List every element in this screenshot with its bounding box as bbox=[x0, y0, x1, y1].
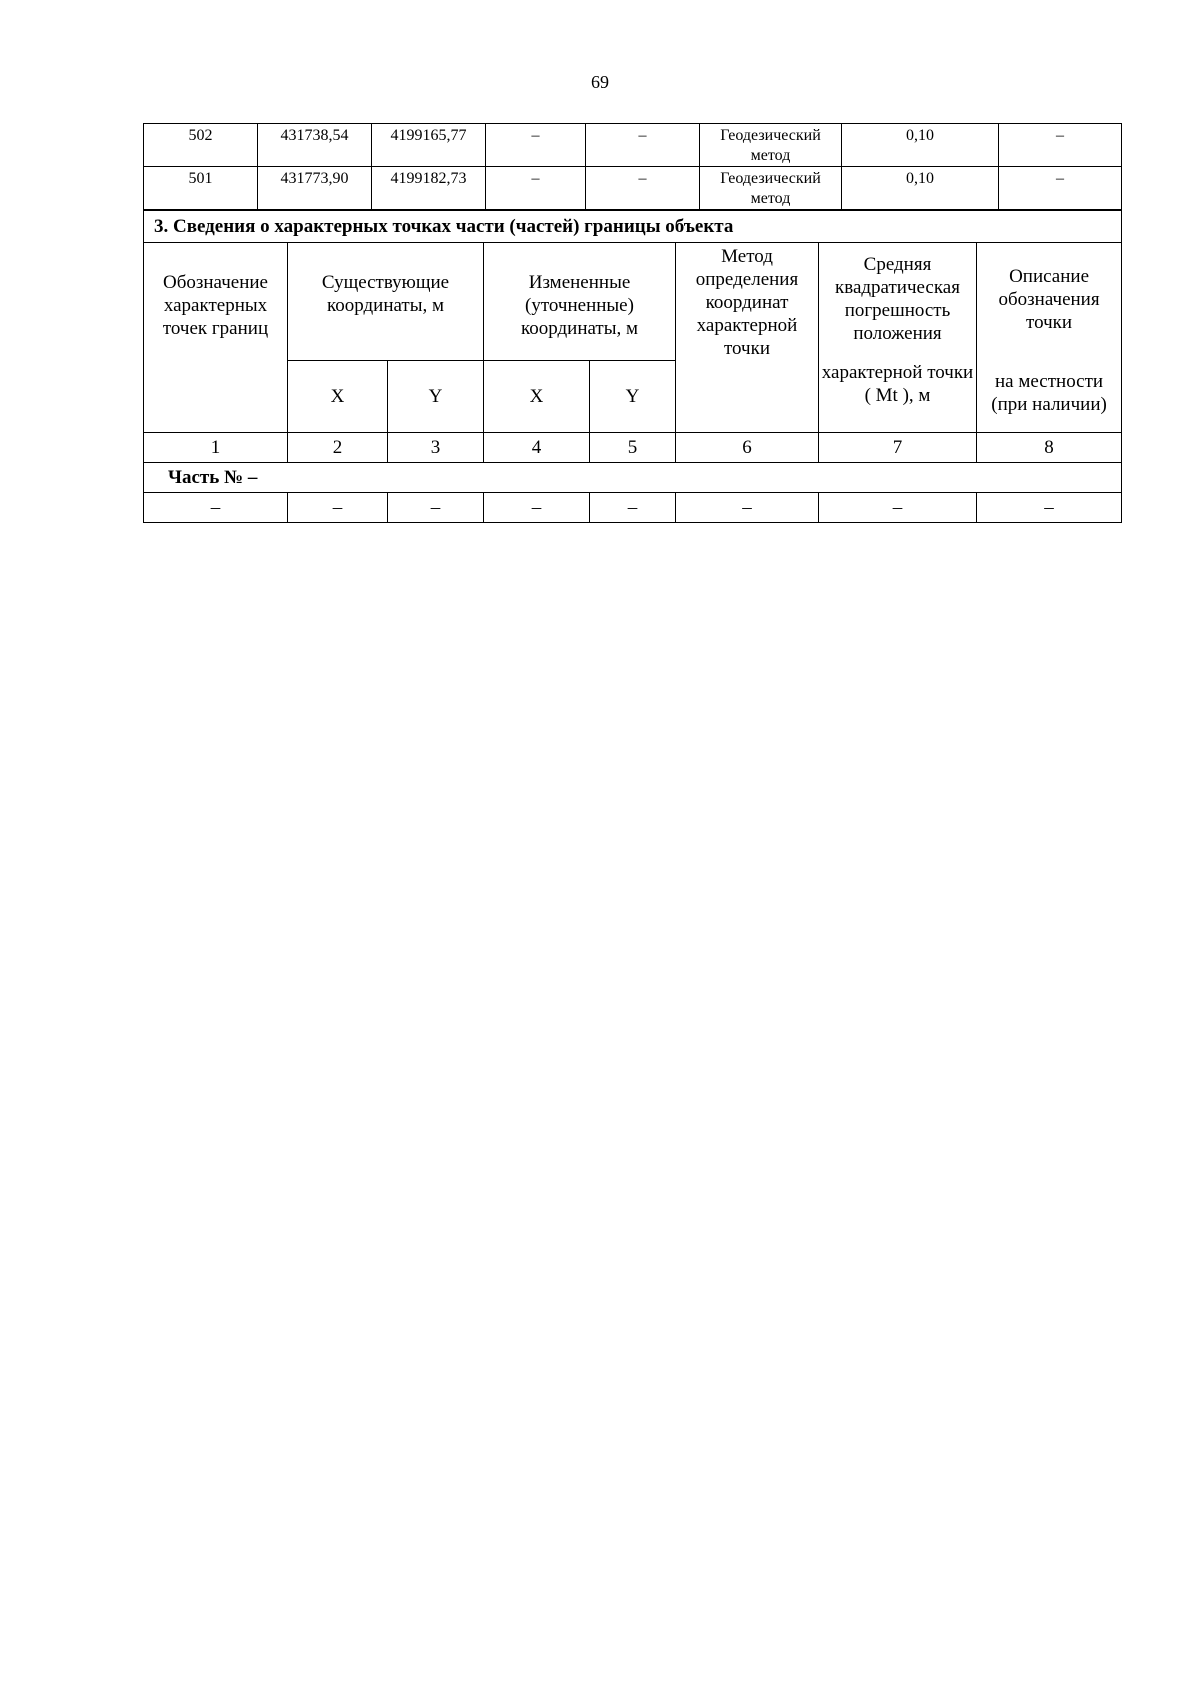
header-description-bottom: на местности (при наличии) bbox=[991, 371, 1107, 415]
header-description bbox=[977, 243, 1122, 433]
table-row bbox=[144, 493, 1122, 523]
x-cell: 431773,90 bbox=[258, 167, 372, 210]
dash-cell: – bbox=[676, 493, 819, 523]
dash-cell: – bbox=[388, 493, 484, 523]
accuracy-cell: 0,10 bbox=[842, 124, 999, 167]
part-boundary-points-table bbox=[143, 210, 1122, 523]
point-cell: 501 bbox=[144, 167, 258, 210]
y-cell: 4199182,73 bbox=[372, 167, 486, 210]
table-row bbox=[144, 167, 1122, 210]
column-number: 5 bbox=[590, 433, 676, 463]
header-changed-y: Y bbox=[590, 361, 676, 433]
column-number: 3 bbox=[388, 433, 484, 463]
method-cell: Геодезический метод bbox=[700, 167, 842, 210]
dash-cell: – bbox=[977, 493, 1122, 523]
header-description-top: Описание обозначения точки bbox=[998, 266, 1100, 333]
header-changed-coordinates: Измененные (уточненные) координаты, м bbox=[484, 243, 676, 361]
section-title: 3. Сведения о характерных точках части (частей) границы объекта bbox=[144, 211, 1122, 243]
header-method: Метод определения координат характерной точки bbox=[676, 243, 819, 433]
x-new-cell: – bbox=[486, 167, 586, 210]
header-existing-x: X bbox=[288, 361, 388, 433]
accuracy-cell: 0,10 bbox=[842, 167, 999, 210]
column-number: 2 bbox=[288, 433, 388, 463]
table-row bbox=[144, 124, 1122, 167]
description-cell: – bbox=[999, 167, 1122, 210]
y-new-cell: – bbox=[586, 167, 700, 210]
x-cell: 431738,54 bbox=[258, 124, 372, 167]
dash-cell: – bbox=[288, 493, 388, 523]
method-cell: Геодезический метод bbox=[700, 124, 842, 167]
dash-cell: – bbox=[484, 493, 590, 523]
part-label: Часть № – bbox=[144, 463, 1122, 493]
header-accuracy-bottom: характерной точки ( Mt ), м bbox=[821, 362, 974, 406]
header-accuracy-top: Средняя квадратическая погрешность положения bbox=[835, 254, 960, 344]
header-changed-x: X bbox=[484, 361, 590, 433]
y-new-cell: – bbox=[586, 124, 700, 167]
dash-cell: – bbox=[144, 493, 288, 523]
column-number: 1 bbox=[144, 433, 288, 463]
column-number: 8 bbox=[977, 433, 1122, 463]
header-existing-y: Y bbox=[388, 361, 484, 433]
header-existing-coordinates: Существующие координаты, м bbox=[288, 243, 484, 361]
x-new-cell: – bbox=[486, 124, 586, 167]
page-number: 69 bbox=[591, 72, 609, 92]
header-point-designation: Обозначение характерных точек границ bbox=[144, 243, 288, 433]
description-cell: – bbox=[999, 124, 1122, 167]
dash-cell: – bbox=[590, 493, 676, 523]
column-number: 4 bbox=[484, 433, 590, 463]
y-cell: 4199165,77 bbox=[372, 124, 486, 167]
coordinates-table-continued bbox=[143, 123, 1122, 210]
column-numbers-row bbox=[144, 433, 1122, 463]
point-cell: 502 bbox=[144, 124, 258, 167]
column-number: 7 bbox=[819, 433, 977, 463]
dash-cell: – bbox=[819, 493, 977, 523]
column-number: 6 bbox=[676, 433, 819, 463]
header-accuracy bbox=[819, 243, 977, 433]
